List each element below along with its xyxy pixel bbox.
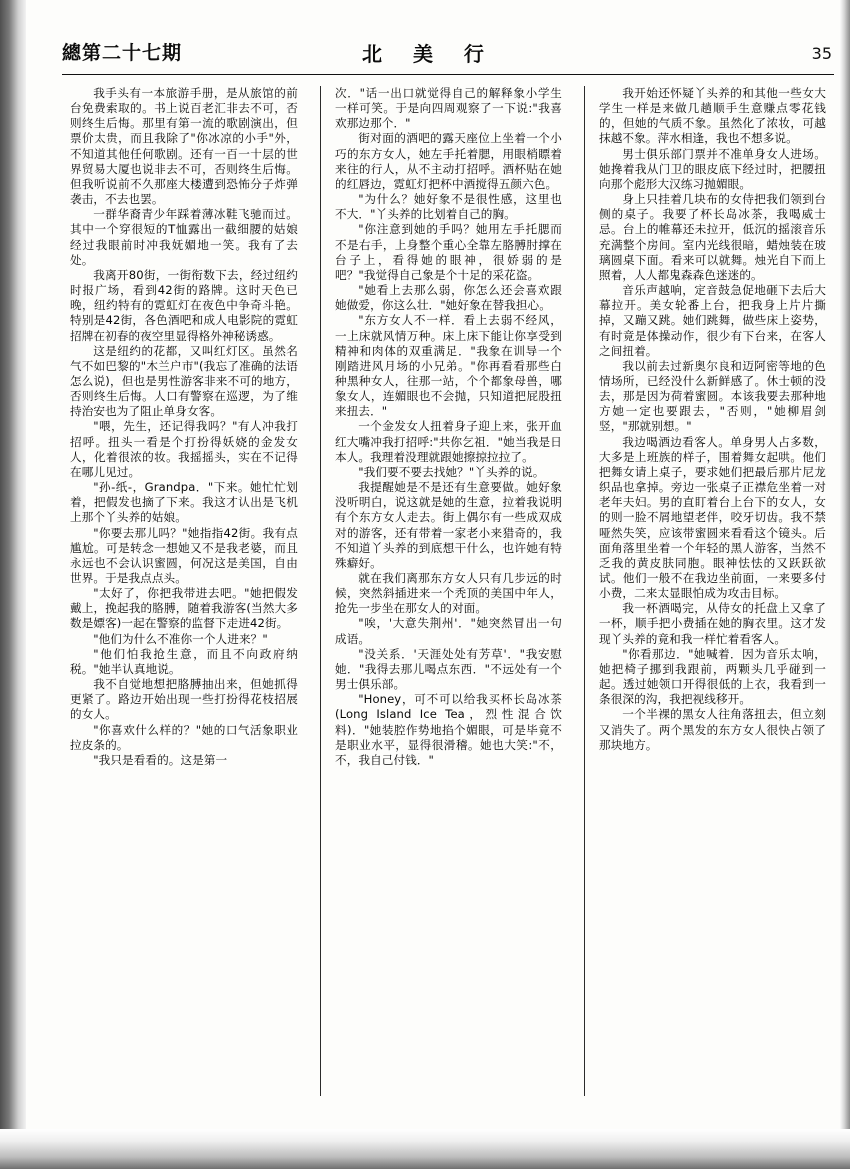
paragraph: "你喜欢什么样的？"她的口气活象职业拉皮条的。 bbox=[70, 722, 298, 752]
page-sheet bbox=[26, 0, 840, 1132]
article-body bbox=[62, 86, 834, 1096]
paragraph: 一个半裸的黑女人往角落扭去，但立刻又消失了。两个黑发的东方女人很快占领了那块地方。 bbox=[599, 707, 826, 752]
paragraph: "她看上去那么弱，你怎么还会喜欢跟她做爱，你这么壮．"她好象在替我担心。 bbox=[335, 283, 562, 313]
paragraph: 音乐声越响，定音鼓急促地砸下去后大幕拉开。美女轮番上台，把我身上片片撕掉，又蹦又跳。她们跳舞，做些床上姿势，有时竟是体操动作，很少有下台来，在客人之间扭着。 bbox=[599, 283, 826, 358]
paragraph: "他们为什么不准你一个人进来？" bbox=[93, 631, 268, 646]
paragraph: 身上只挂着几块布的女侍把我们领到台侧的桌子。我要了杯长岛冰茶，我喝威士忌。台上的帷幕还未拉开，低沉的摇滚音乐充满整个房间。室内光线很暗，蜡烛装在玻璃圆桌下面。看来可以就舞。烛光自下而上照着，人人都鬼森森色迷迷的。 bbox=[599, 192, 826, 282]
page-number: 35 bbox=[811, 44, 832, 63]
paragraph: "为什么？她好象不是很性感，这里也不大．"丫头养的比划着自己的胸。 bbox=[335, 192, 562, 222]
paragraph: 就在我们离那东方女人只有几步远的时候，突然斜插进来一个秃顶的美国中年人，抢先一步坐在那女人的对面。 bbox=[335, 571, 562, 616]
paragraph: 我离开80街，一街衔数下去，经过纽约时报广场，看到42街的路牌。这时天色已晚，纽约特有的霓虹灯在夜色中争奇斗艳。特别是42街，各色酒吧和成人电影院的霓虹招牌在初春的夜空里显得格外神秘诱惑。 bbox=[70, 267, 298, 343]
paragraph: 一个金发女人扭着身子迎上来，张开血红大嘴冲我打招呼:"共你乞祖．"她当我是日本人。我理着没理就跟她擦掠拉拉了。 bbox=[335, 419, 562, 464]
paragraph: 我开始还怀疑丫头养的和其他一些女大学生一样是来做几趟顺手生意赚点零花钱的，但她的气质不象。虽然化了浓妆，可越抹越不象。萍水相逢，我也不想多说。 bbox=[599, 86, 826, 146]
paragraph: 这是纽约的花都，又叫红灯区。虽然名气不如巴黎的"木兰户市"(我忘了准确的法语怎么说)，但也是男性游客非来不可的地方，否则终生后悔。人口有警察在巡逻，为了维持治安也为了阻止单身女客。 bbox=[70, 343, 298, 419]
publication-title: 北 美 行 bbox=[362, 42, 496, 66]
issue-number: 總第二十七期 bbox=[62, 42, 183, 64]
paragraph: 我手头有一本旅游手册，是从旅馆的前台免费索取的。书上说百老汇非去不可，否则终生后悔。那里有第一流的歌剧演出，但票价太贵，而且我除了"你冰凉的小手"外，不知道其他任何歌剧。还有一百一十层的世界贸易大厦也说非去不可，否则终生后悔。但我听说前不久那座大楼遭到恐怖分子炸弹袭击，不去也罢。 bbox=[70, 86, 298, 207]
text-column-2 bbox=[320, 86, 570, 1096]
paragraph: "你看那边．"她喊着．因为音乐太响，她把椅子挪到我跟前，两颗头几乎碰到一起。透过她领口开得很低的上衣，我看到一条很深的沟，我把视线移开。 bbox=[599, 646, 826, 707]
paragraph: 一群华裔青少年踩着薄冰鞋飞驰而过。其中一个穿很短的T恤露出一截细腰的姑娘经过我眼前时冲我妩媚地一笑。我有了去处。 bbox=[70, 207, 298, 267]
paragraph: "我们要不要去找她？"丫头养的说。 bbox=[358, 464, 545, 479]
paragraph: "Honey，可不可以给我买杯长岛冰茶(Long Island Ice Tea，烈性混合饮料)．"她装腔作势地掐个媚眼，可是毕竟不是职业水平，显得很滑稽。她也大笑:"不，不，我自己付钱．" bbox=[335, 692, 562, 767]
paragraph: "孙-纸-，Grandpa．"下来。她忙忙划着，把假发也摘了下来。我这才认出是飞机上那个丫头养的姑娘。 bbox=[70, 480, 298, 525]
paragraph: 男士俱乐部门票并不准单身女人进场。她搀着我从门卫的眼皮底下经过时，把腰扭向那个彪形大汉练习抛媚眼。 bbox=[599, 146, 826, 191]
page-right-edge-shadow bbox=[840, 0, 850, 1169]
header-divider bbox=[62, 74, 834, 75]
paragraph: "没关系．'天涯处处有芳草'．"我安慰她．"我得去那儿喝点东西．"不远处有一个男士俱乐部。 bbox=[335, 646, 562, 692]
paragraph: "喂，先生，还记得我吗？"有人冲我打招呼。扭头一看是个打扮得妖娆的金发女人，化着很浓的妆。我摇摇头，实在不记得在哪儿见过。 bbox=[70, 419, 298, 479]
paragraph: "东方女人不一样．看上去弱不经风，一上床就风情万种。床上床下能让你享受到精神和肉体的双重满足．"我象在训导一个刚踏进风月场的小兄弟。"你再看看那些白种黑种女人，往那一站，个个都象母兽，哪象女人，连媚眼也不会抛，只知道把屁股扭来扭去．" bbox=[335, 313, 562, 419]
paragraph: "唉，'大意失荆州'．"她突然冒出一句成语。 bbox=[335, 616, 562, 646]
text-column-1 bbox=[62, 86, 306, 1096]
paragraph: 街对面的酒吧的露天座位上坐着一个小巧的东方女人，她左手托着腮，用眼梢瞟着来往的行人，从不主动打招呼。酒杯贴在她的红唇边，霓虹灯把杯中酒搅得五颜六色。 bbox=[335, 131, 562, 191]
paragraph: "你要去那儿吗？"她指指42街。我有点尴尬。可是转念一想她又不是我老婆，而且永远也不会认识蜜圆，何况这是美国，自由世界。于是我点点头。 bbox=[70, 525, 298, 585]
text-column-3 bbox=[584, 86, 834, 1096]
page-bottom-edge-shadow bbox=[0, 1129, 850, 1169]
paragraph: "太好了，你把我带进去吧。"她把假发戴上，挽起我的胳膊，随着我游客(当然大多数是嫖客)一起在警察的监督下走进42街。 bbox=[70, 586, 298, 631]
paragraph: 我一杯酒喝完，从侍女的托盘上又拿了一杯，顺手把小费插在她的胸衣里。这才发现丫头养的竟和我一样忙着看客人。 bbox=[599, 601, 826, 646]
paragraph: 我不自觉地想把胳膊抽出来，但她抓得更紧了。路边开始出现一些打扮得花枝招展的女人。 bbox=[70, 677, 298, 722]
paragraph: 我以前去过新奥尔良和迈阿密等地的色情场所，已经没什么新鲜感了。休士顿的没去，那是因为荷着蜜圆。本该我要去那种地方她一定也要跟去，"否则，"她柳眉剑竖，"那就别想。" bbox=[599, 358, 826, 434]
paragraph: 我边喝酒边看客人。单身男人占多数，大多是上班族的样子，围着舞女起哄。他们把舞女请上桌子，要求她们把最后那片尼龙织品也拿掉。旁边一张桌子正襟危坐着一对老年夫妇。男的直盯着台上台下的女人，女的则一脸不屑地望老伴，咬牙切齿。我不禁哑然失笑，应该带蜜圆来看看这个镜头。后面角落里坐着一个年轻的黑人游客，当然不乏我的黄皮肤同胞。眼神怯怯的又跃跃欲试。他们一般不在我边坐前面，一来要多付小费，二来太显眼怕成为攻击目标。 bbox=[599, 434, 826, 601]
paragraph: "你注意到她的手吗？她用左手托腮而不是右手，上身整个重心全靠左胳膊肘撑在台子上，看得她的眼神，很娇弱的是吧？"我觉得自己象是个十足的采花盗。 bbox=[335, 222, 562, 282]
page-left-edge-shadow bbox=[0, 0, 26, 1169]
paragraph: 次．"话一出口就觉得自己的解释象小学生一样可笑。于是向四周观察了一下说:"我喜欢那边那个．" bbox=[335, 86, 562, 131]
paragraph: "我只是看看的。这是第一 bbox=[93, 752, 228, 767]
paragraph: 我提醒她是不是还有生意要做。她好象没听明白，说这就是她的生意，拉着我说明有个东方女人走去。街上偶尔有一些成双成对的游客，还有带着一家老小来猎奇的，我不知道丫头养的到底想干什么，也许她有特殊癖好。 bbox=[335, 480, 562, 570]
paragraph: "他们怕我抢生意，而且不向政府纳税。"她半认真地说。 bbox=[70, 646, 298, 676]
page-header bbox=[62, 38, 832, 72]
